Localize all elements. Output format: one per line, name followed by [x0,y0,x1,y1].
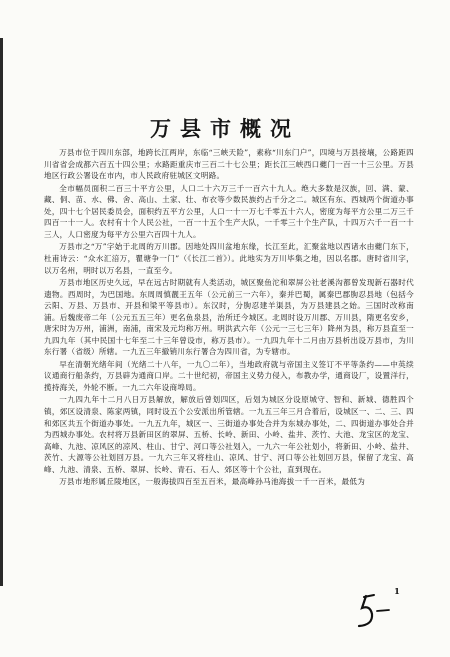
page-number: 1 [394,587,400,597]
paragraph-administration: 一九四九年十二月八日万县解放，解放后曾划四区，后划为城区分设原城守、智和、新城、德胜四个镇，郊区设清泉、陈家两镇，同时设五个公安派出所管辖。一九五三年三月合着后，设城区一、二、三、四和郊区共五个街道办事处。一九五九年，城区一、三街道办事处合并为东城办事处，二、四街道办事处合并为西城办事处。农村将万县新田区的翠屏、五桥、长岭、新田、小岭、盐井、茨竹、大池、龙宝区的龙宝、高峰、九池、凉风区的凉风、柱山、甘宁、河口等公社划入，一九六一年公社划小，将新田、小岭、盐井、茨竹、大源等公社划回万县。一九六三年又将柱山、凉风、甘宁、河口等公社划回万县，保留了龙宝、高峰、九池、清泉、五桥、翠屏、长岭、青石、石人、郊区等十个公社，直到现在。 [44,395,414,475]
paragraph-name-origin: 万县市之“万”字始于北周的万川郡。因地处四川盆地东缘，长江至此，汇聚盆地以西诸水由夔门东下，杜甫诗云：“众水汇涪万，瞿塘争一门”（《长江二首》）。此地实为万川毕集之地，因以名郡。唐时省川字，以万名州，明时以万名县，一直至今。 [44,242,414,275]
paragraph-history: 万县市地区历史久远，早在远古时期就有人类活动，城区聚鱼沱和翠屏公社老溪沟都曾发现新石器时代遗物。西周时，为巴国地。东周周慎靓王五年（公元前三一六年），秦并巴蜀，属秦巴郡朐忍县地（包括今云阳、万县、万县市、开县和梁平等县市）。东汉时，分朐忍建羊渠县，为万县建县之始。三国时改称南浦。后魏废帝二年（公元五五三年）更名鱼泉县，治所迁今城区。北周时设万川郡、万川县，隋更名安乡，唐宋时为万州，浦洲，南浦，南宋及元均称万州。明洪武六年（公元一三七三年）降州为县，称万县直至一九四九年（其中民国十七年至二十三年曾设市，称万县市）。一九四九年十二月由万县析出设万县市，为川东行署（省级）所辖。一九五三年撤销川东行署合为四川省，为专辖市。 [44,277,414,357]
paragraph-terrain: 万县市地形属丘陵地区，一般海拔四百至五百米，最高峰孙马池海拔一千一百米，最低为 [59,477,366,487]
body-text [44,147,414,489]
handwritten-mark [348,592,390,636]
paragraph-location: 万县市位于四川东部，地跨长江两岸，东临“三峡天险”，素称“川东门户”，四境与万县接壤，公路距四川省省会成都六百五十四公里；水路距重庆市三百二十七公里；距长江三峡西口夔门一百一十三公里。万县地区行政公署设在市内，市人民政府驻城区文明路。 [44,148,414,181]
paragraph-area-population: 全市幅员面积二百三十平方公里，人口二十六万三千一百六十九人。绝大多数是汉族，回、满、蒙、藏、侗、苗、水、佛、舍、高山、土家、壮、布衣等少数民族约占千分之二。城区有东、西城两个街道办事处，四十七个居民委员会，面积约五平方公里，人口一十一万七千零五十六人，密度为每平方公里二万三千四百一十一人。农村有十个人民公社，一百一十五个生产大队，一千零三十个生产队，十四万六千一百一十三人，人口密度为每平方公里六百四十九人。 [44,183,414,239]
page-title: 万县市概况 [150,116,300,141]
paragraph-treaty-port: 早在清朝光绪年间（光绪二十八年，一九〇二年），当地政府就与帝国主义签订不平等条约——中英续议通商行船条约，万县辟为通商口岸。二十世纪初，帝国主义势力侵入，布教办学，通商设厂，设置洋行，揽持海关，外轮不断。一九二六年设商埠局。 [44,359,414,393]
